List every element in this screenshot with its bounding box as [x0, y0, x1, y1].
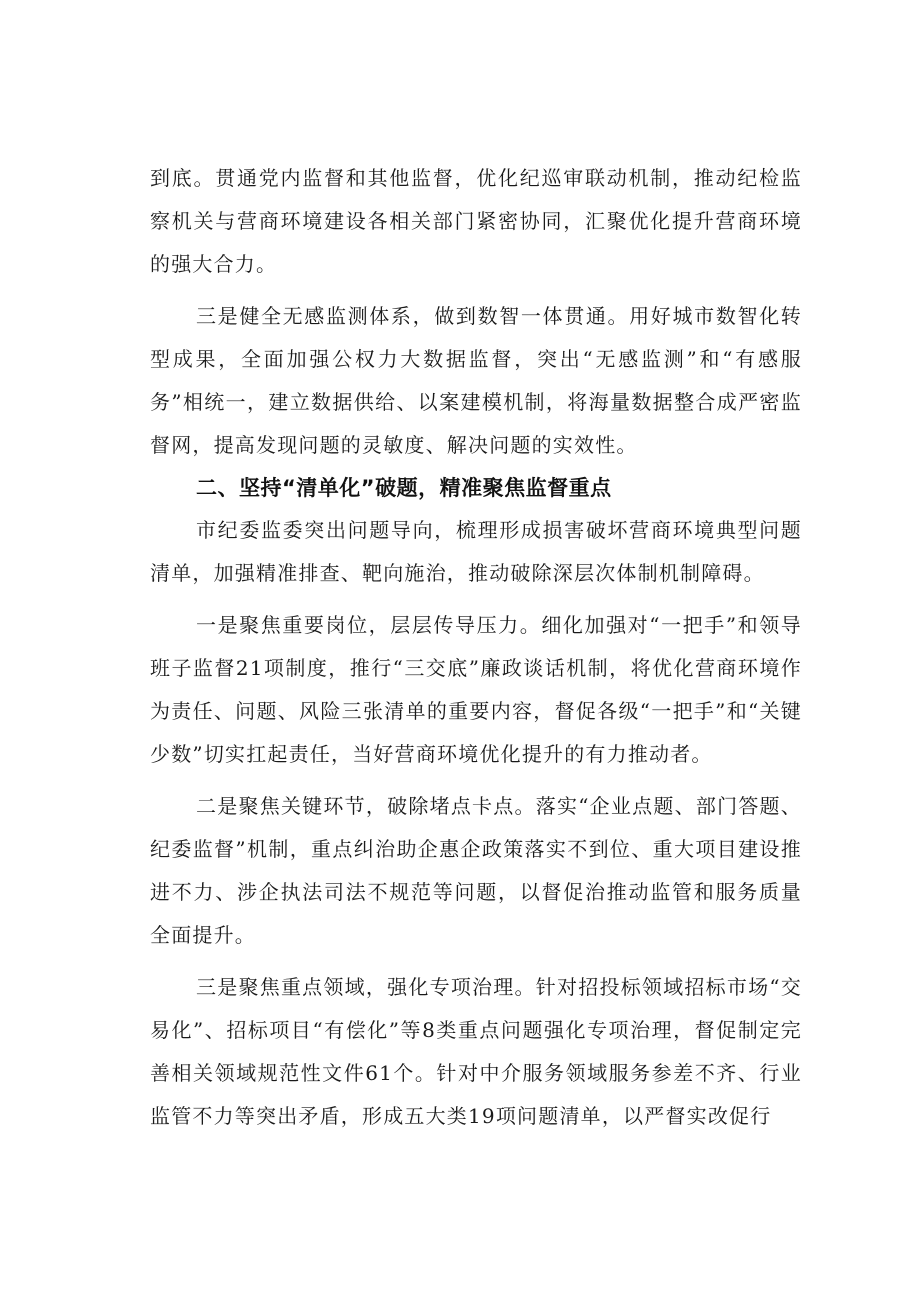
paragraph-key-areas: 三是聚焦重点领域，强化专项治理。针对招投标领域招标市场“交易化”、招标项目“有偿化”等8类重点问题强化专项治理，督促制定完善相关领域规范性文件61个。针对中介服务领域服务参差不齐、行业监管不力等突出矛盾，形成五大类19项问题清单，以严督实改促行 [150, 975, 802, 1128]
paragraph-key-positions: 一是聚焦重要岗位，层层传导压力。细化加强对“一把手”和领导班子监督21项制度，推行“三交底”廉政谈话机制，将优化营商环境作为责任、问题、风险三张清单的重要内容，督促各级“一把手”和“关键少数”切实扛起责任，当好营商环境优化提升的有力推动者。 [150, 613, 802, 766]
section-heading-2: 二、坚持“清单化”破题，精准聚焦监督重点 [196, 476, 612, 500]
document-body [150, 157, 802, 1138]
paragraph-monitoring-system: 三是健全无感监测体系，做到数智一体贯通。用好城市数智化转型成果，全面加强公权力大数据监督，突出“无感监测”和“有感服务”相统一，建立数据供给、以案建模机制，将海量数据整合成严密监督网，提高发现问题的灵敏度、解决问题的实效性。 [150, 304, 802, 457]
paragraph-continuation: 到底。贯通党内监督和其他监督，优化纪巡审联动机制，推动纪检监察机关与营商环境建设各相关部门紧密协同，汇聚优化提升营商环境的强大合力。 [150, 166, 802, 276]
paragraph-section-intro: 市纪委监委突出问题导向，梳理形成损害破坏营商环境典型问题清单，加强精准排查、靶向施治，推动破除深层次体制机制障碍。 [150, 518, 802, 585]
paragraph-key-links: 二是聚焦关键环节，破除堵点卡点。落实“企业点题、部门答题、纪委监督”机制，重点纠治助企惠企政策落实不到位、重大项目建设推进不力、涉企执法司法不规范等问题，以督促治推动监管和服务质量全面提升。 [150, 794, 802, 947]
